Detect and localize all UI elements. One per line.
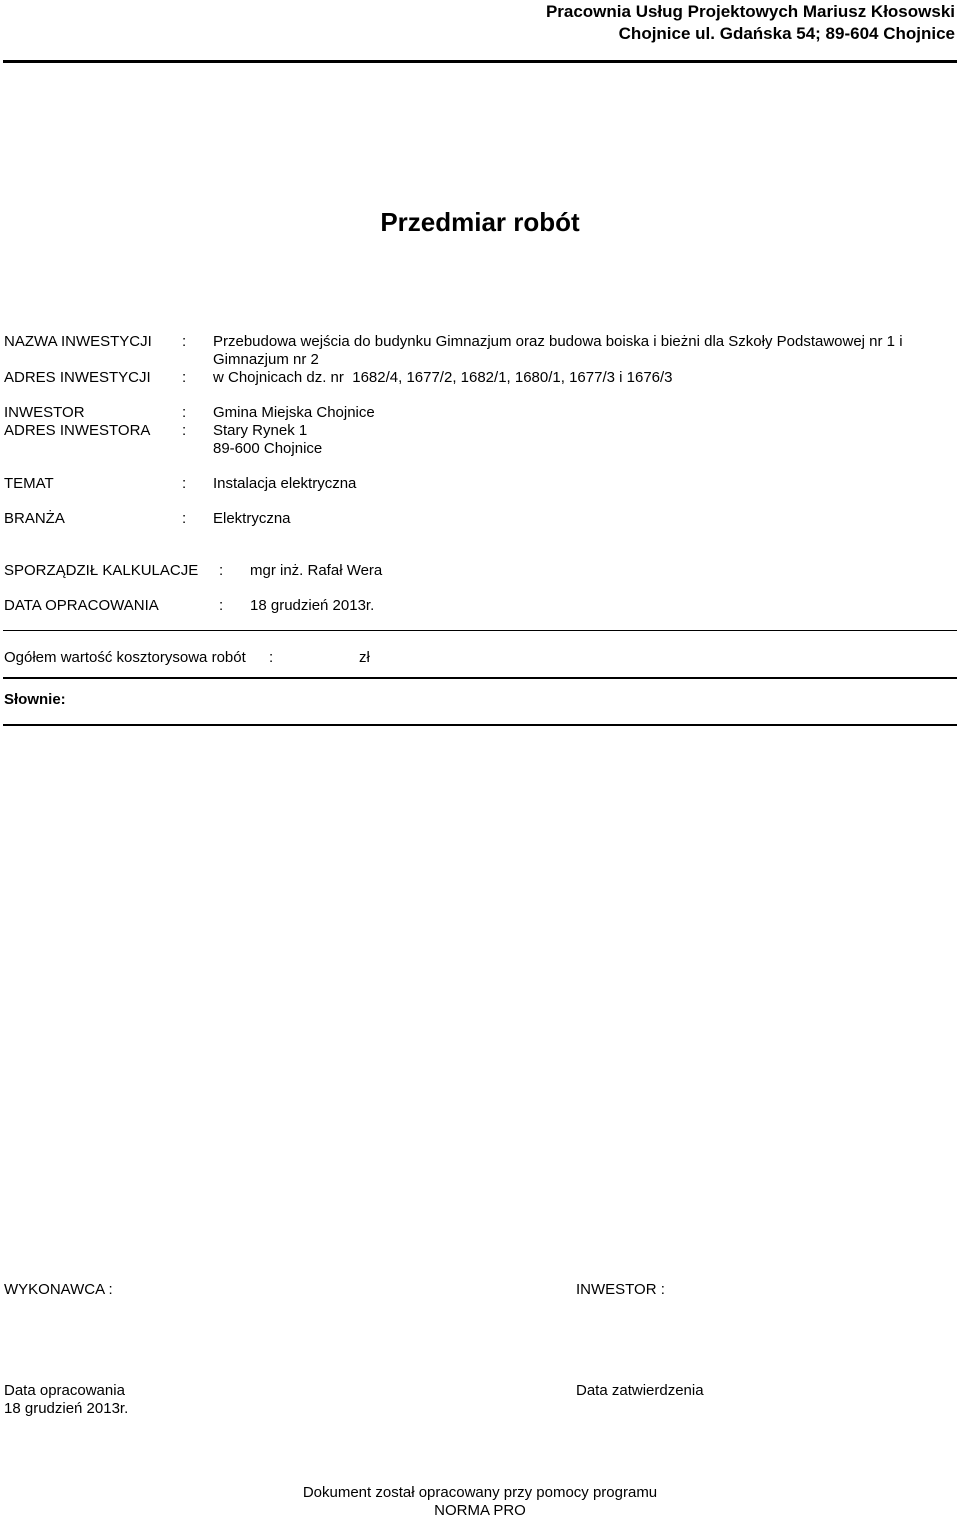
investor-label: INWESTOR	[4, 404, 85, 421]
company-name: Pracownia Usług Projektowych Mariusz Kłosowski	[545, 2, 955, 21]
investor-address-label: ADRES INWESTORA	[4, 422, 151, 439]
subject-value: Instalacja elektryczna	[213, 475, 357, 492]
investor-address-colon: :	[182, 422, 187, 439]
investment-address-label: ADRES INWESTYCJI	[4, 369, 151, 386]
page-title: Przedmiar robót	[380, 207, 580, 237]
trade-label: BRANŻA	[4, 510, 65, 527]
total-value-label: Ogółem wartość kosztorysowa robót	[4, 649, 246, 666]
contractor-label: WYKONAWCA :	[4, 1281, 113, 1298]
in-words-label: Słownie:	[4, 691, 66, 708]
header-divider	[3, 60, 957, 63]
investor-address-line1: Stary Rynek 1	[213, 422, 308, 439]
approval-date-label: Data zatwierdzenia	[576, 1382, 704, 1399]
investment-address-colon: :	[182, 369, 187, 386]
investment-name-colon: :	[182, 333, 187, 350]
subject-label: TEMAT	[4, 475, 54, 492]
prepared-by-label: SPORZĄDZIŁ KALKULACJE	[4, 562, 199, 579]
total-value-colon: :	[269, 649, 274, 666]
summary-middle-divider	[3, 677, 957, 679]
investor-signature-label: INWESTOR :	[576, 1281, 665, 1298]
investor-colon: :	[182, 404, 187, 421]
subject-colon: :	[182, 475, 187, 492]
prepared-by-value: mgr inż. Rafał Wera	[250, 562, 383, 579]
preparation-date-label: Data opracowania	[4, 1382, 125, 1399]
investment-address-value: w Chojnicach dz. nr 1682/4, 1677/2, 1682/1, 1680/1, 1677/3 i 1676/3	[213, 369, 673, 386]
company-address: Chojnice ul. Gdańska 54; 89-604 Chojnice	[618, 24, 955, 43]
trade-colon: :	[182, 510, 187, 527]
summary-top-divider	[3, 630, 957, 631]
trade-value: Elektryczna	[213, 510, 291, 527]
total-value-currency: zł	[359, 649, 370, 666]
footer-line2: NORMA PRO	[434, 1502, 526, 1519]
prepared-by-colon: :	[219, 562, 224, 579]
date-label: DATA OPRACOWANIA	[4, 597, 159, 614]
investor-value: Gmina Miejska Chojnice	[213, 404, 375, 421]
date-value: 18 grudzień 2013r.	[250, 597, 375, 614]
footer-line1: Dokument został opracowany przy pomocy programu	[302, 1484, 658, 1501]
date-colon: :	[219, 597, 224, 614]
investment-name-value-line1: Przebudowa wejścia do budynku Gimnazjum oraz budowa boiska i bieżni dla Szkoły Podstawowej nr 1 i	[213, 333, 903, 350]
summary-bottom-divider	[3, 724, 957, 726]
investor-address-line2: 89-600 Chojnice	[213, 440, 323, 457]
preparation-date-value: 18 grudzień 2013r.	[4, 1400, 129, 1417]
investment-name-value-line2: Gimnazjum nr 2	[213, 351, 319, 368]
investment-name-label: NAZWA INWESTYCJI	[4, 333, 152, 350]
